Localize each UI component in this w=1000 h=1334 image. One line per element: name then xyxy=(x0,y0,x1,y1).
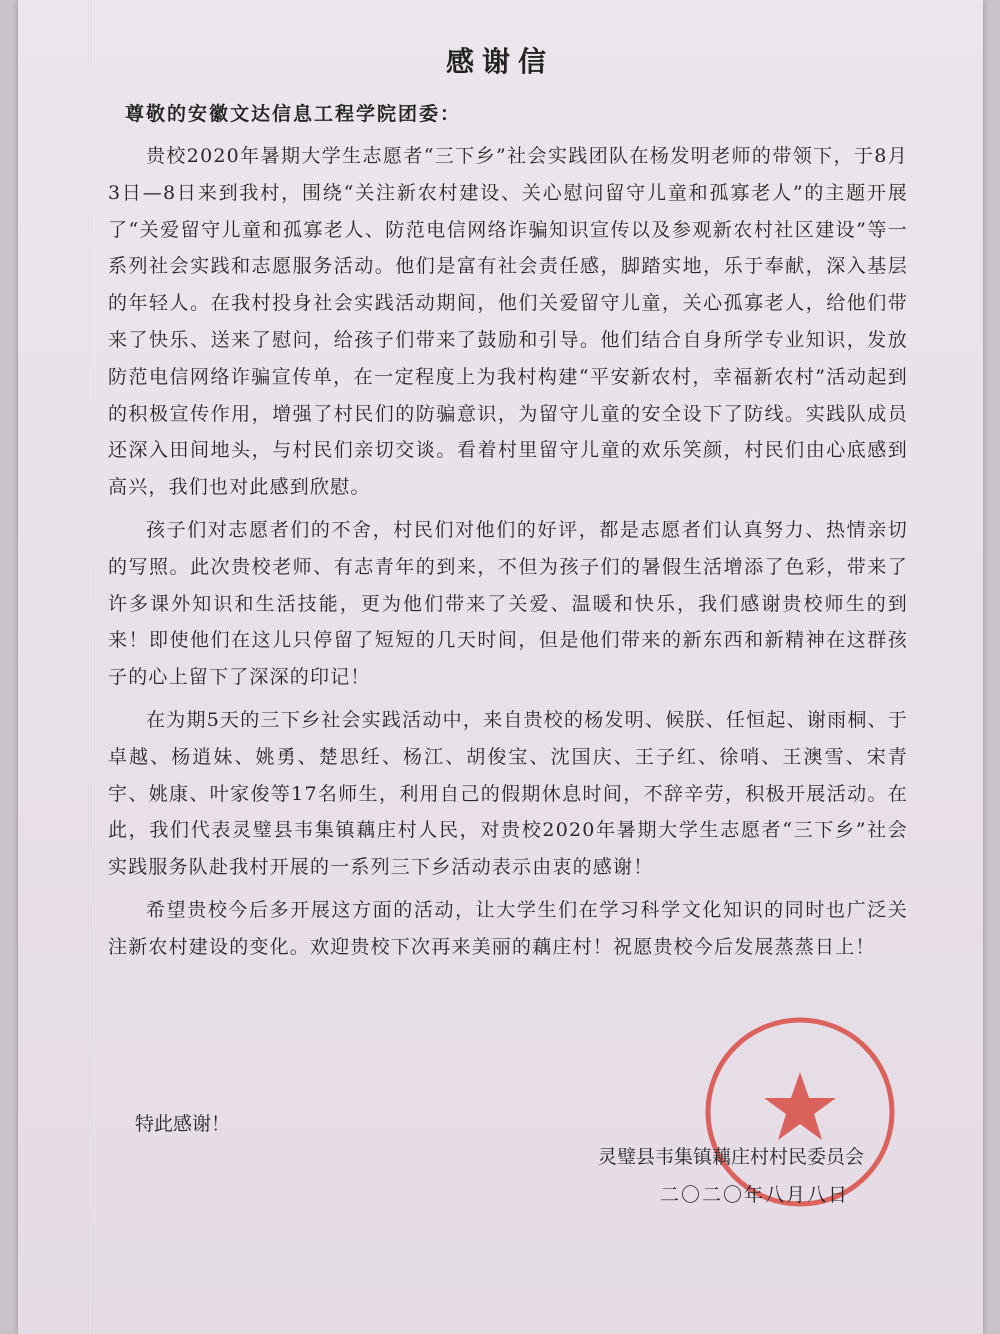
signer: 灵璧县韦集镇藕庄村村民委员会 xyxy=(598,1146,865,1168)
letter-title: 感谢信 xyxy=(445,45,554,78)
paragraph-4: 希望贵校今后多开展这方面的活动，让大学生们在学习科学文化知识的同时也广泛关注新农村建设的变化。欢迎贵校下次再来美丽的藕庄村！祝愿贵校今后发展蒸蒸日上！ xyxy=(108,898,908,958)
paragraph-3: 在为期5天的三下乡社会实践活动中，来自贵校的杨发明、候朕、任恒起、谢雨桐、于卓越、杨逍妹、姚勇、楚思纴、杨江、胡俊宝、沈国庆、王子红、徐哨、王澳雪、宋青宇、姚康、叶家俊等17名师生，利用自己的假期休息时间，不辞辛劳，积极开展活动。在此，我们代表灵璧县韦集镇藕庄村人民，对贵校2020年暑期大学生志愿者“三下乡”社会实践服务队赴我村开展的一系列三下乡活动表示由衷的感谢！ xyxy=(108,708,908,879)
letter-body xyxy=(108,138,908,972)
signing-date: 二〇二〇年八月八日 xyxy=(660,1184,850,1206)
seal-star-icon xyxy=(764,1072,836,1140)
closing-line: 特此感谢！ xyxy=(135,1113,231,1135)
paper-fold xyxy=(88,0,92,1334)
paragraph-1: 贵校2020年暑期大学生志愿者“三下乡”社会实践团队在杨发明老师的带领下，于8月3日—8日来到我村，围绕“关注新农村建设、关心慰问留守儿童和孤寡老人”的主题开展了“关爱留守儿童和孤寡老人、防范电信网络诈骗知识宣传以及参观新农村社区建设”等一系列社会实践和志愿服务活动。他们是富有社会责任感，脚踏实地，乐于奉献，深入基层的年轻人。在我村投身社会实践活动期间，他们关爱留守儿童，关心孤寡老人，给他们带来了快乐、送来了慰问，给孩子们带来了鼓励和引导。他们结合自身所学专业知识，发放防范电信网络诈骗宣传单，在一定程度上为我村构建“平安新农村，幸福新农村”活动起到的积极宣传作用，增强了村民们的防骗意识，为留守儿童的安全设下了防线。实践队成员还深入田间地头，与村民们亲切交谈。看着村里留守儿童的欢乐笑颜，村民们由心底感到高兴，我们也对此感到欣慰。 xyxy=(108,145,908,499)
paragraph-2: 孩子们对志愿者们的不舍，村民们对他们的好评，都是志愿者们认真努力、热情亲切的写照。此次贵校老师、有志青年的到来，不但为孩子们的暑假生活增添了色彩，带来了许多课外知识和生活技能，更为他们带来了关爱、温暖和快乐，我们感谢贵校师生的到来！即使他们在这儿只停留了短短的几天时间，但是他们带来的新东西和新精神在这群孩子的心上留下了深深的印记！ xyxy=(108,518,908,689)
salutation: 尊敬的安徽文达信息工程学院团委： xyxy=(125,103,462,125)
